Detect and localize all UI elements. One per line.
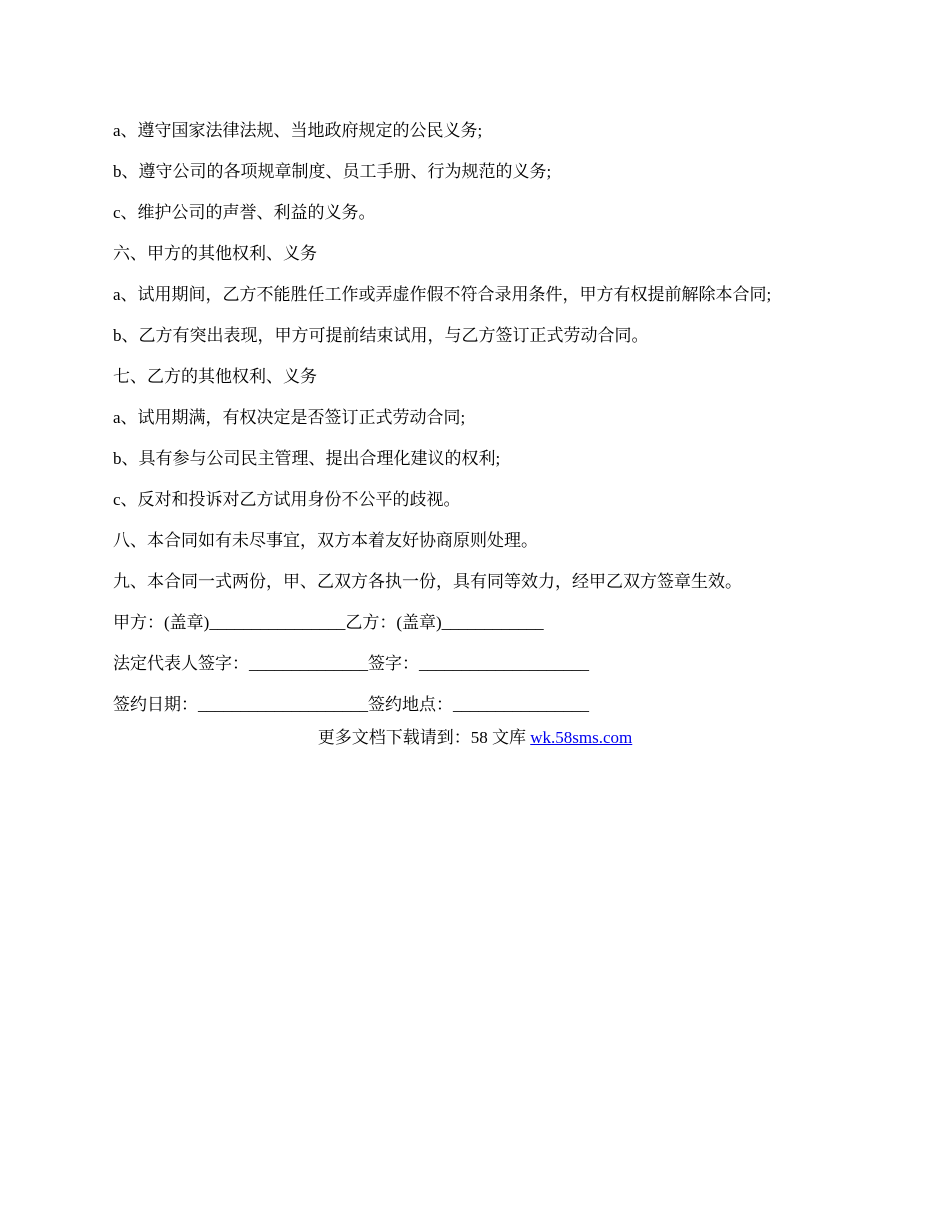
date-place-line: 签约日期：____________________签约地点：________________ <box>113 695 589 714</box>
obligation-item-b: b、遵守公司的各项规章制度、员工手册、行为规范的义务; <box>113 162 552 181</box>
obligation-item-a: a、遵守国家法律法规、当地政府规定的公民义务; <box>113 121 483 140</box>
party-b-item-a: a、试用期满，有权决定是否签订正式劳动合同; <box>113 408 466 427</box>
seal-line: 甲方：(盖章)________________乙方：(盖章)____________ <box>113 613 544 632</box>
party-b-item-c: c、反对和投诉对乙方试用身份不公平的歧视。 <box>113 490 461 509</box>
party-b-item-b: b、具有参与公司民主管理、提出合理化建议的权利; <box>113 449 501 468</box>
footer-link[interactable]: wk.58sms.com <box>530 728 633 747</box>
document-body <box>113 110 853 725</box>
signature-line: 法定代表人签字：______________签字：____________________ <box>113 654 589 673</box>
clause-eight: 八、本合同如有未尽事宜，双方本着友好协商原则处理。 <box>113 531 538 550</box>
party-a-item-a: a、试用期间，乙方不能胜任工作或弄虚作假不符合录用条件，甲方有权提前解除本合同; <box>113 285 772 304</box>
party-a-item-b: b、乙方有突出表现，甲方可提前结束试用，与乙方签订正式劳动合同。 <box>113 326 649 345</box>
section-heading-party-b: 七、乙方的其他权利、义务 <box>113 367 317 386</box>
footer-text: 更多文档下载请到：58 文库 <box>317 728 531 747</box>
footer <box>0 723 950 753</box>
section-heading-party-a: 六、甲方的其他权利、义务 <box>113 244 317 263</box>
clause-nine: 九、本合同一式两份，甲、乙双方各执一份，具有同等效力，经甲乙双方签章生效。 <box>113 572 742 591</box>
obligation-item-c: c、维护公司的声誉、利益的义务。 <box>113 203 376 222</box>
